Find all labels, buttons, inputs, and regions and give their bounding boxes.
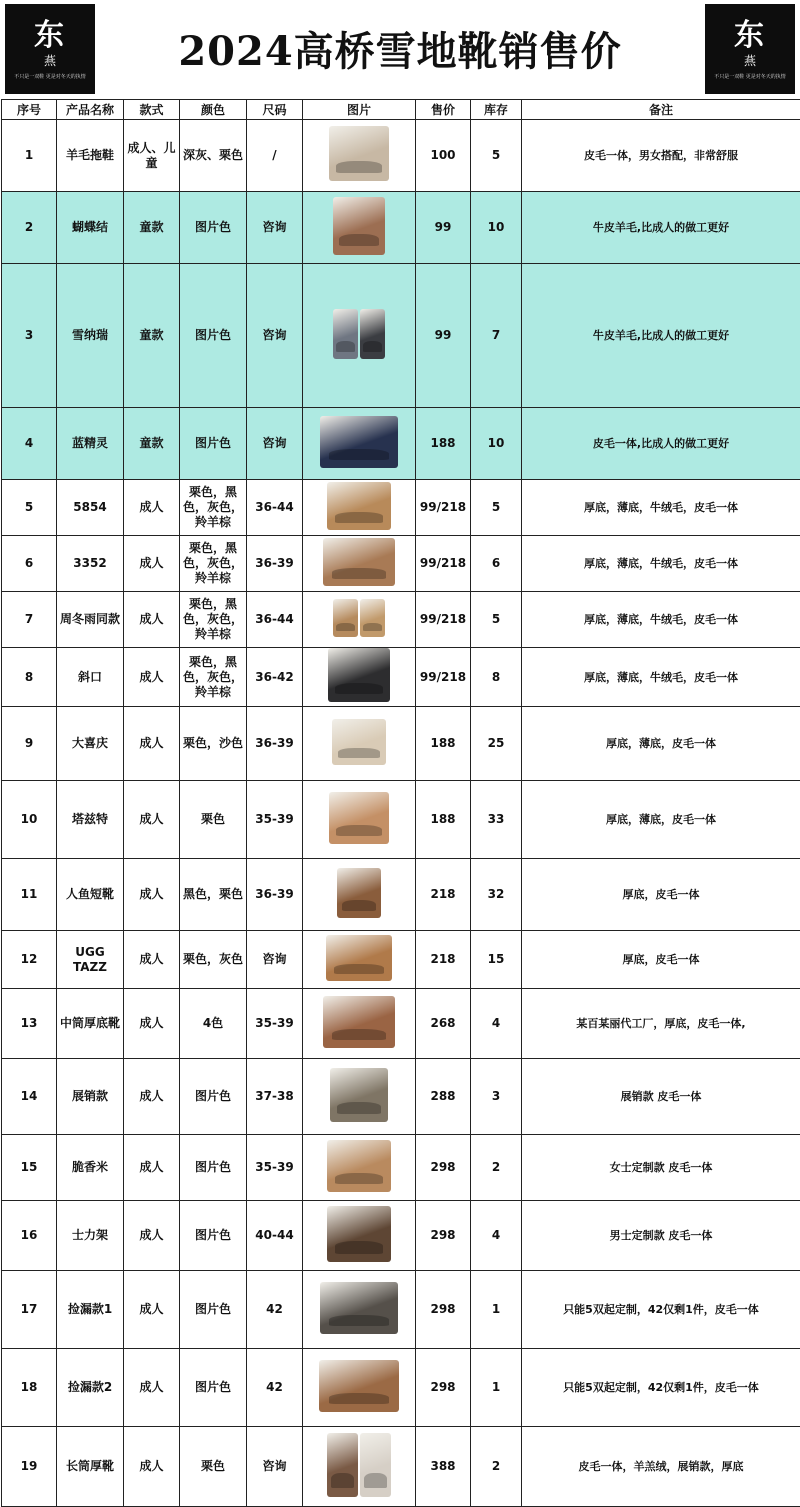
product-photo — [326, 935, 392, 981]
cell-no: 15 — [2, 1135, 57, 1201]
cell-size: 36-39 — [247, 707, 303, 781]
cell-stock: 5 — [471, 480, 522, 536]
cell-photo — [303, 648, 416, 707]
shoe-photo — [360, 1433, 391, 1497]
cell-photo — [303, 989, 416, 1059]
product-photo — [323, 538, 395, 586]
cell-style: 成人 — [124, 480, 180, 536]
cell-stock: 33 — [471, 781, 522, 859]
cell-photo — [303, 1271, 416, 1349]
cell-price: 298 — [416, 1201, 471, 1271]
product-photo — [330, 1068, 388, 1122]
cell-note: 男士定制款 皮毛一体 — [522, 1201, 800, 1271]
cell-color: 图片色 — [180, 1349, 247, 1427]
logo-glyph-secondary: 燕 — [43, 54, 56, 68]
cell-style: 成人 — [124, 859, 180, 931]
cell-size: / — [247, 120, 303, 192]
cell-style: 成人 — [124, 1135, 180, 1201]
cell-no: 11 — [2, 859, 57, 931]
shoe-photo — [323, 996, 395, 1048]
product-photo — [333, 599, 385, 637]
cell-no: 9 — [2, 707, 57, 781]
logo-glyph-secondary: 燕 — [743, 54, 756, 68]
cell-size: 咨询 — [247, 931, 303, 989]
cell-note: 牛皮羊毛,比成人的做工更好 — [522, 264, 800, 408]
product-photo — [337, 868, 381, 918]
cell-no: 8 — [2, 648, 57, 707]
cell-name: 人鱼短靴 — [57, 859, 124, 931]
cell-size: 咨询 — [247, 408, 303, 480]
shoe-photo — [329, 792, 389, 844]
cell-color: 栗色，灰色 — [180, 931, 247, 989]
cell-price: 298 — [416, 1271, 471, 1349]
cell-name: 捡漏款1 — [57, 1271, 124, 1349]
cell-name: 斜口 — [57, 648, 124, 707]
product-photo — [327, 1433, 391, 1497]
column-header-style: 款式 — [124, 100, 180, 120]
cell-price: 100 — [416, 120, 471, 192]
cell-price: 218 — [416, 931, 471, 989]
cell-style: 成人 — [124, 536, 180, 592]
shoe-photo — [333, 599, 358, 637]
price-table — [1, 99, 800, 1507]
logo-slogan: 不只是一双鞋 更是对冬天的执情 — [714, 74, 786, 80]
cell-color: 4色 — [180, 989, 247, 1059]
shoe-photo — [319, 1360, 399, 1412]
cell-note: 厚底，薄底，牛绒毛，皮毛一体 — [522, 648, 800, 707]
cell-photo — [303, 707, 416, 781]
cell-note: 皮毛一体，男女搭配，非常舒服 — [522, 120, 800, 192]
cell-color: 图片色 — [180, 408, 247, 480]
table-row — [2, 1427, 800, 1507]
cell-name: 捡漏款2 — [57, 1349, 124, 1427]
cell-price: 268 — [416, 989, 471, 1059]
shoe-photo — [332, 719, 386, 765]
cell-size: 36-39 — [247, 859, 303, 931]
table-row — [2, 592, 800, 648]
table-row — [2, 707, 800, 781]
table-row — [2, 1271, 800, 1349]
column-header-no: 序号 — [2, 100, 57, 120]
cell-note: 只能5双起定制，42仅剩1件，皮毛一体 — [522, 1349, 800, 1427]
cell-style: 成人 — [124, 1201, 180, 1271]
cell-color: 深灰、栗色 — [180, 120, 247, 192]
table-row — [2, 989, 800, 1059]
cell-size: 36-42 — [247, 648, 303, 707]
cell-stock: 4 — [471, 989, 522, 1059]
table-row — [2, 120, 800, 192]
cell-price: 218 — [416, 859, 471, 931]
cell-no: 7 — [2, 592, 57, 648]
cell-note: 厚底，薄底，牛绒毛，皮毛一体 — [522, 536, 800, 592]
cell-name: 蓝精灵 — [57, 408, 124, 480]
logo-slogan: 不只是一双鞋 更是对冬天的执情 — [14, 74, 86, 80]
cell-color: 图片色 — [180, 1201, 247, 1271]
product-photo — [319, 1360, 399, 1412]
cell-size: 咨询 — [247, 192, 303, 264]
cell-note: 厚底，薄底，牛绒毛，皮毛一体 — [522, 480, 800, 536]
product-photo — [328, 648, 390, 702]
column-header-photo: 图片 — [303, 100, 416, 120]
shoe-photo — [327, 482, 391, 530]
header — [0, 0, 800, 100]
cell-color: 栗色，黑色，灰色，羚羊棕 — [180, 536, 247, 592]
column-header-size: 尺码 — [247, 100, 303, 120]
cell-photo — [303, 536, 416, 592]
cell-size: 36-44 — [247, 480, 303, 536]
cell-name: 5854 — [57, 480, 124, 536]
cell-no: 10 — [2, 781, 57, 859]
cell-stock: 15 — [471, 931, 522, 989]
product-photo — [320, 1282, 398, 1334]
cell-price: 99 — [416, 264, 471, 408]
cell-note: 厚底，皮毛一体 — [522, 931, 800, 989]
cell-color: 图片色 — [180, 264, 247, 408]
table-row — [2, 859, 800, 931]
cell-no: 18 — [2, 1349, 57, 1427]
cell-price: 99/218 — [416, 648, 471, 707]
cell-photo — [303, 1427, 416, 1507]
cell-photo — [303, 859, 416, 931]
cell-stock: 6 — [471, 536, 522, 592]
cell-name: 周冬雨同款 — [57, 592, 124, 648]
cell-color: 图片色 — [180, 192, 247, 264]
cell-photo — [303, 408, 416, 480]
table-row — [2, 1135, 800, 1201]
cell-name: 雪纳瑞 — [57, 264, 124, 408]
cell-no: 5 — [2, 480, 57, 536]
shoe-photo — [360, 599, 385, 637]
shoe-photo — [360, 309, 385, 359]
cell-price: 188 — [416, 408, 471, 480]
cell-price: 99/218 — [416, 592, 471, 648]
table-row — [2, 264, 800, 408]
cell-size: 42 — [247, 1271, 303, 1349]
cell-no: 19 — [2, 1427, 57, 1507]
shoe-photo — [320, 1282, 398, 1334]
cell-note: 皮毛一体,比成人的做工更好 — [522, 408, 800, 480]
cell-price: 298 — [416, 1135, 471, 1201]
shoe-photo — [326, 935, 392, 981]
cell-price: 288 — [416, 1059, 471, 1135]
cell-style: 成人 — [124, 592, 180, 648]
cell-photo — [303, 120, 416, 192]
cell-style: 成人 — [124, 648, 180, 707]
cell-price: 298 — [416, 1349, 471, 1427]
cell-no: 1 — [2, 120, 57, 192]
shoe-photo — [333, 309, 358, 359]
cell-stock: 8 — [471, 648, 522, 707]
cell-name: 塔兹特 — [57, 781, 124, 859]
product-photo — [329, 126, 389, 181]
cell-style: 成人 — [124, 781, 180, 859]
cell-color: 栗色 — [180, 1427, 247, 1507]
table-row — [2, 408, 800, 480]
cell-note: 女士定制款 皮毛一体 — [522, 1135, 800, 1201]
cell-size: 咨询 — [247, 264, 303, 408]
cell-photo — [303, 1059, 416, 1135]
cell-stock: 5 — [471, 120, 522, 192]
table-row — [2, 1059, 800, 1135]
cell-price: 99/218 — [416, 536, 471, 592]
cell-no: 16 — [2, 1201, 57, 1271]
product-photo — [333, 197, 385, 255]
cell-photo — [303, 1201, 416, 1271]
cell-stock: 10 — [471, 408, 522, 480]
cell-note: 只能5双起定制，42仅剩1件，皮毛一体 — [522, 1271, 800, 1349]
cell-photo — [303, 1135, 416, 1201]
cell-price: 188 — [416, 781, 471, 859]
cell-no: 4 — [2, 408, 57, 480]
cell-photo — [303, 192, 416, 264]
cell-size: 40-44 — [247, 1201, 303, 1271]
cell-size: 35-39 — [247, 989, 303, 1059]
cell-stock: 2 — [471, 1427, 522, 1507]
shoe-photo — [327, 1140, 391, 1192]
cell-name: 3352 — [57, 536, 124, 592]
cell-photo — [303, 480, 416, 536]
cell-size: 咨询 — [247, 1427, 303, 1507]
cell-size: 35-39 — [247, 1135, 303, 1201]
product-photo — [327, 1140, 391, 1192]
cell-color: 栗色，黑色，灰色，羚羊棕 — [180, 648, 247, 707]
product-photo — [327, 1206, 391, 1262]
column-header-stock: 库存 — [471, 100, 522, 120]
cell-name: 中筒厚底靴 — [57, 989, 124, 1059]
column-header-note: 备注 — [522, 100, 800, 120]
cell-stock: 10 — [471, 192, 522, 264]
brand-logo-left — [5, 4, 95, 94]
cell-style: 成人 — [124, 1059, 180, 1135]
column-header-price: 售价 — [416, 100, 471, 120]
cell-color: 栗色，黑色，灰色，羚羊棕 — [180, 592, 247, 648]
cell-name: 长筒厚靴 — [57, 1427, 124, 1507]
cell-name: 大喜庆 — [57, 707, 124, 781]
cell-size: 42 — [247, 1349, 303, 1427]
cell-no: 12 — [2, 931, 57, 989]
product-photo — [320, 416, 398, 468]
cell-note: 厚底，皮毛一体 — [522, 859, 800, 931]
cell-color: 栗色 — [180, 781, 247, 859]
table-row — [2, 781, 800, 859]
shoe-photo — [337, 868, 381, 918]
cell-style: 成人 — [124, 1427, 180, 1507]
shoe-photo — [333, 197, 385, 255]
cell-photo — [303, 931, 416, 989]
cell-style: 成人、儿童 — [124, 120, 180, 192]
cell-price: 99 — [416, 192, 471, 264]
cell-style: 成人 — [124, 931, 180, 989]
cell-color: 栗色，黑色，灰色，羚羊棕 — [180, 480, 247, 536]
logo-glyph: 东 — [34, 18, 66, 53]
table-row — [2, 1349, 800, 1427]
cell-color: 图片色 — [180, 1059, 247, 1135]
cell-size: 37-38 — [247, 1059, 303, 1135]
cell-color: 黑色，栗色 — [180, 859, 247, 931]
cell-price: 388 — [416, 1427, 471, 1507]
column-header-name: 产品名称 — [57, 100, 124, 120]
cell-style: 成人 — [124, 707, 180, 781]
product-photo — [332, 719, 386, 765]
column-header-color: 颜色 — [180, 100, 247, 120]
cell-photo — [303, 781, 416, 859]
cell-no: 17 — [2, 1271, 57, 1349]
cell-stock: 1 — [471, 1349, 522, 1427]
table-row — [2, 648, 800, 707]
cell-name: UGG TAZZ — [57, 931, 124, 989]
table-row — [2, 1201, 800, 1271]
cell-no: 6 — [2, 536, 57, 592]
cell-note: 某百某丽代工厂，厚底，皮毛一体, — [522, 989, 800, 1059]
cell-no: 3 — [2, 264, 57, 408]
cell-name: 蝴蝶结 — [57, 192, 124, 264]
cell-name: 脆香米 — [57, 1135, 124, 1201]
shoe-photo — [328, 648, 390, 702]
cell-color: 栗色，沙色 — [180, 707, 247, 781]
cell-style: 成人 — [124, 989, 180, 1059]
cell-note: 厚底，薄底，皮毛一体 — [522, 707, 800, 781]
table-row — [2, 192, 800, 264]
cell-no: 13 — [2, 989, 57, 1059]
cell-style: 童款 — [124, 408, 180, 480]
page-title: 2024高桥雪地靴销售价 — [178, 28, 622, 75]
cell-photo — [303, 264, 416, 408]
table-header-row — [2, 100, 800, 120]
cell-style: 童款 — [124, 192, 180, 264]
cell-stock: 3 — [471, 1059, 522, 1135]
cell-note: 厚底，薄底，皮毛一体 — [522, 781, 800, 859]
shoe-photo — [320, 416, 398, 468]
cell-stock: 4 — [471, 1201, 522, 1271]
product-photo — [333, 309, 385, 359]
shoe-photo — [330, 1068, 388, 1122]
shoe-photo — [323, 538, 395, 586]
cell-note: 展销款 皮毛一体 — [522, 1059, 800, 1135]
cell-stock: 2 — [471, 1135, 522, 1201]
shoe-photo — [327, 1206, 391, 1262]
brand-logo-right — [705, 4, 795, 94]
product-photo — [323, 996, 395, 1048]
cell-size: 35-39 — [247, 781, 303, 859]
cell-color: 图片色 — [180, 1271, 247, 1349]
table-row — [2, 480, 800, 536]
cell-photo — [303, 592, 416, 648]
shoe-photo — [329, 126, 389, 181]
cell-photo — [303, 1349, 416, 1427]
cell-note: 牛皮羊毛,比成人的做工更好 — [522, 192, 800, 264]
table-row — [2, 536, 800, 592]
cell-size: 36-39 — [247, 536, 303, 592]
cell-no: 2 — [2, 192, 57, 264]
logo-glyph: 东 — [734, 18, 766, 53]
cell-stock: 7 — [471, 264, 522, 408]
cell-style: 童款 — [124, 264, 180, 408]
cell-color: 图片色 — [180, 1135, 247, 1201]
product-photo — [329, 792, 389, 844]
product-photo — [327, 482, 391, 530]
cell-note: 厚底，薄底，牛绒毛，皮毛一体 — [522, 592, 800, 648]
cell-name: 士力架 — [57, 1201, 124, 1271]
cell-no: 14 — [2, 1059, 57, 1135]
cell-name: 羊毛拖鞋 — [57, 120, 124, 192]
cell-style: 成人 — [124, 1349, 180, 1427]
cell-size: 36-44 — [247, 592, 303, 648]
cell-stock: 25 — [471, 707, 522, 781]
cell-note: 皮毛一体，羊羔绒，展销款，厚底 — [522, 1427, 800, 1507]
cell-style: 成人 — [124, 1271, 180, 1349]
table-row — [2, 931, 800, 989]
shoe-photo — [327, 1433, 358, 1497]
cell-price: 188 — [416, 707, 471, 781]
cell-stock: 32 — [471, 859, 522, 931]
cell-name: 展销款 — [57, 1059, 124, 1135]
cell-stock: 1 — [471, 1271, 522, 1349]
cell-price: 99/218 — [416, 480, 471, 536]
cell-stock: 5 — [471, 592, 522, 648]
